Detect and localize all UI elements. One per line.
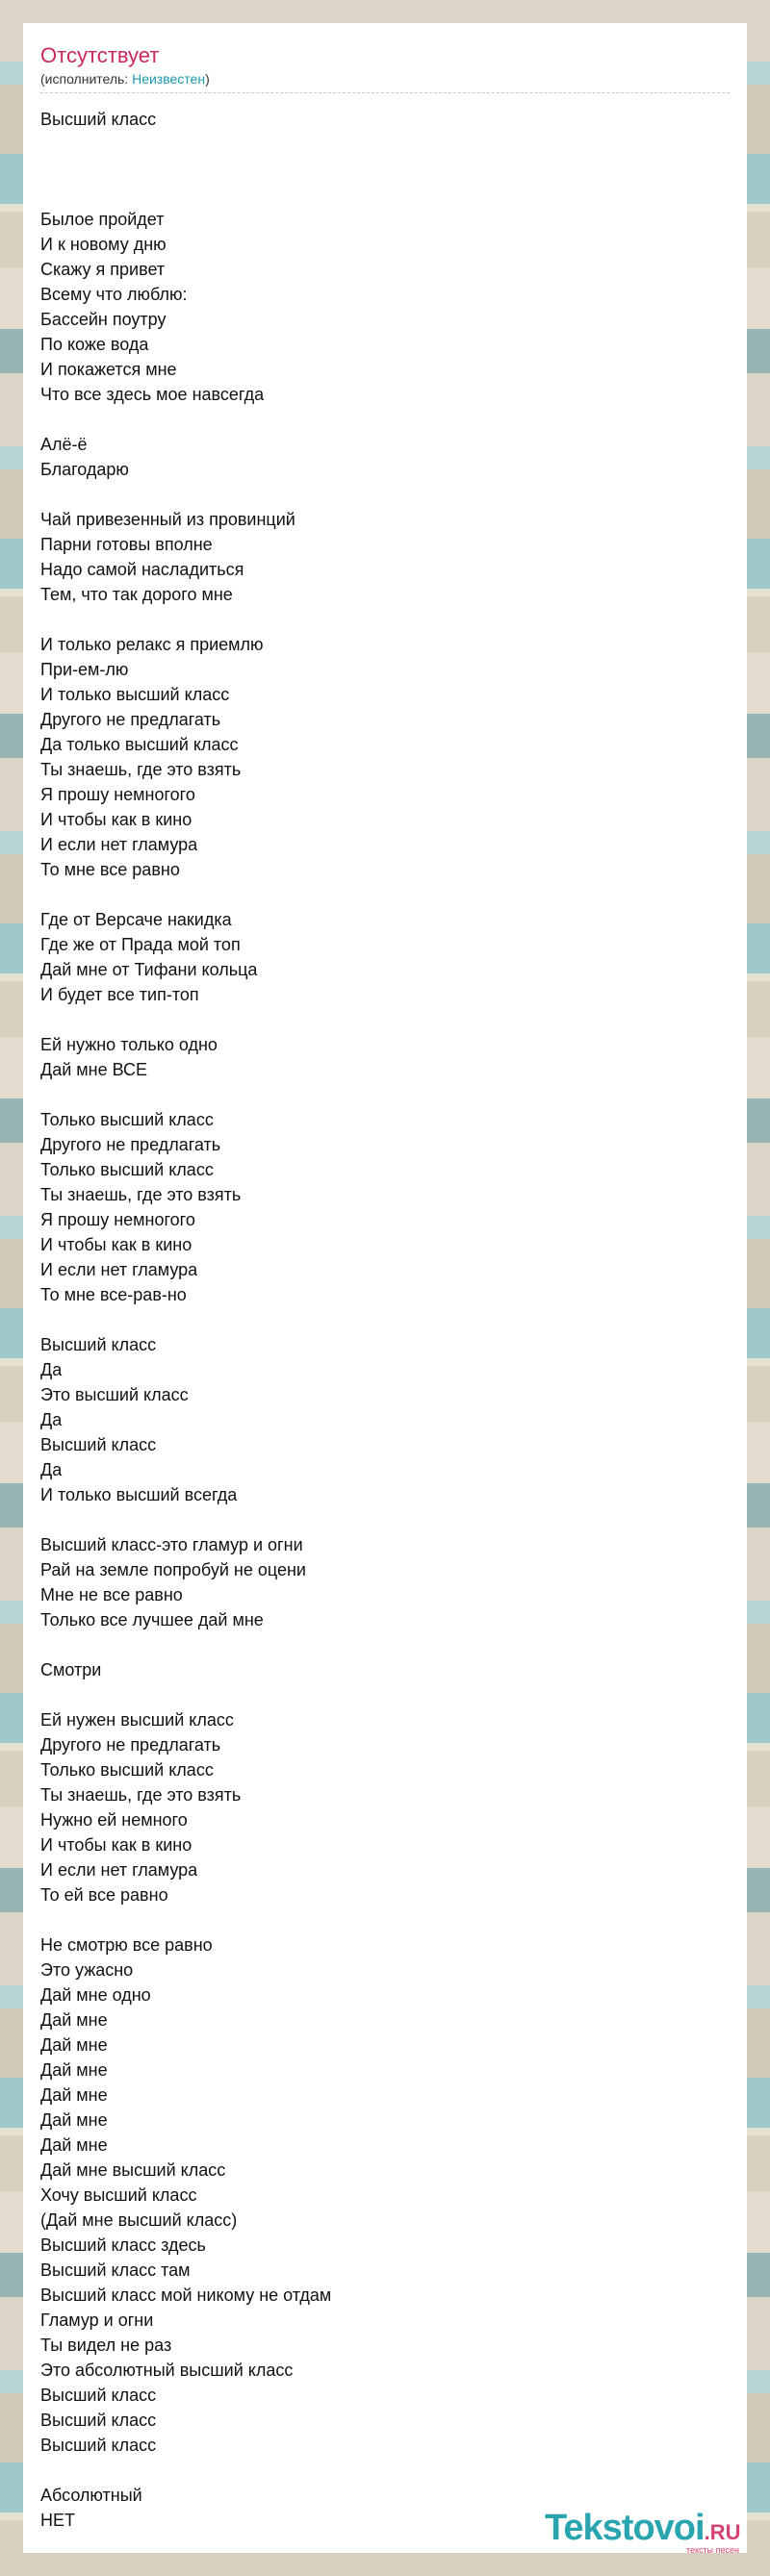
stanza-gap [40, 407, 730, 432]
lyric-line: Ты знаешь, где это взять [40, 760, 242, 779]
lyric-line: Да только высший класс [40, 735, 239, 754]
lyric-line: Только высший класс [40, 1110, 214, 1129]
lyric-line: Ты знаешь, где это взять [40, 1185, 242, 1204]
lyric-line: Дай мне [40, 2035, 108, 2055]
lyric-line: И если нет гламура [40, 1260, 198, 1279]
lyric-line: И только высший класс [40, 685, 230, 704]
lyric-line: Чай привезенный из провинций [40, 510, 295, 529]
lyrics-stanzas [40, 207, 730, 2533]
performer-prefix: (исполнитель: [40, 71, 133, 87]
stanza [40, 1532, 730, 1632]
lyric-line: Дай мне [40, 2110, 108, 2130]
stanza [40, 1932, 730, 2458]
performer-line [40, 69, 730, 93]
stanza-gap [40, 1082, 730, 1107]
lyric-line: Высший класс здесь [40, 2235, 206, 2255]
lyric-line: Гламур и огни [40, 2311, 154, 2330]
lyric-line: Что все здесь мое навсегда [40, 385, 265, 404]
lyric-line: Я прошу немногого [40, 1210, 195, 1229]
lyric-line: Парни готовы вполне [40, 535, 213, 554]
stanza [40, 1032, 730, 1082]
lyric-line: Высший класс [40, 2411, 157, 2430]
lyric-line: То мне все равно [40, 860, 180, 879]
stanza [40, 907, 730, 1007]
lyric-line: Нужно ей немного [40, 1810, 188, 1830]
lyric-line: Только высший класс [40, 1160, 214, 1179]
stanza-gap [40, 882, 730, 907]
stanza-gap [40, 1507, 730, 1532]
logo-domain-text: .RU [704, 2520, 741, 2544]
lyric-line: Высший класс мой никому не отдам [40, 2286, 332, 2305]
stanza-gap [40, 1307, 730, 1332]
lyric-line: Абсолютный [40, 2486, 142, 2505]
lyric-line: При-ем-лю [40, 660, 129, 679]
lyric-line: И будет все тип-топ [40, 985, 199, 1004]
lyric-line: Я прошу немногого [40, 785, 195, 804]
lyrics-spacer [40, 132, 730, 207]
lyric-line: И только релакс я приемлю [40, 635, 264, 654]
lyric-line: Рай на земле попробуй не оцени [40, 1560, 306, 1579]
lyric-line: Другого не предлагать [40, 1135, 221, 1154]
lyric-line: Где от Версаче накидка [40, 910, 232, 929]
lyric-line: НЕТ [40, 2511, 75, 2530]
lyric-line: Скажу я привет [40, 260, 166, 279]
lyric-line: Это абсолютный высший класс [40, 2361, 294, 2380]
stanza-gap [40, 1632, 730, 1657]
lyric-line: Другого не предлагать [40, 1735, 221, 1755]
lyric-line: По коже вода [40, 335, 149, 354]
lyric-line: Дай мне [40, 2085, 108, 2105]
lyric-line: Где же от Прада мой топ [40, 935, 241, 954]
lyric-line: Ей нужно только одно [40, 1035, 218, 1054]
stanza [40, 632, 730, 882]
logo-main-text: Tekstovoi [545, 2508, 705, 2548]
lyric-line: Ты знаешь, где это взять [40, 1785, 242, 1805]
stanza [40, 432, 730, 482]
stanza [40, 1707, 730, 1907]
lyric-line: И к новому дню [40, 235, 167, 254]
lyrics-text [40, 107, 730, 2533]
lyric-line: И если нет гламура [40, 1860, 198, 1880]
lyric-line: И чтобы как в кино [40, 1235, 192, 1254]
lyric-line: Бассейн поутру [40, 310, 167, 329]
lyric-line: Всему что люблю: [40, 285, 188, 304]
lyric-line: Дай мне [40, 2060, 108, 2080]
stanza [40, 207, 730, 407]
lyric-line: Высший класс [40, 2436, 157, 2455]
logo-tagline: тексты песен [685, 2545, 739, 2555]
lyric-line: То ей все равно [40, 1885, 168, 1905]
lyric-line: Алё-ё [40, 435, 88, 454]
lyric-line: Высший класс там [40, 2260, 191, 2280]
stanza-gap [40, 482, 730, 507]
lyric-line: Дай мне от Тифани кольца [40, 960, 258, 979]
lyric-line: И покажется мне [40, 360, 177, 379]
lyric-line: Тем, что так дорого мне [40, 585, 233, 604]
stanza-gap [40, 1907, 730, 1932]
lyric-line: Да [40, 1410, 63, 1429]
lyrics-card [23, 23, 747, 2553]
lyric-line: И чтобы как в кино [40, 1835, 192, 1855]
stanza [40, 1107, 730, 1307]
lyric-line: Это высший класс [40, 1385, 189, 1404]
lyric-line: Дай мне высший класс [40, 2160, 226, 2180]
lyric-line: И только высший всегда [40, 1485, 238, 1504]
performer-link[interactable]: Неизвестен [132, 71, 206, 87]
stanza [40, 507, 730, 607]
lyric-line: Высший класс-это гламур и огни [40, 1535, 303, 1554]
lyric-line: Да [40, 1360, 63, 1379]
stanza-gap [40, 1682, 730, 1707]
lyric-line: Да [40, 1460, 63, 1479]
performer-suffix: ) [205, 71, 210, 87]
lyric-line: Дай мне [40, 2135, 108, 2155]
lyric-line: Ей нужен высший класс [40, 1710, 234, 1730]
song-title: Отсутствует [40, 43, 160, 67]
lyric-line: Мне не все равно [40, 1585, 183, 1604]
lyric-line: И чтобы как в кино [40, 810, 192, 829]
lyric-line: Только все лучшее дай мне [40, 1610, 264, 1629]
lyric-line: Высший класс [40, 2386, 157, 2405]
stanza-gap [40, 607, 730, 632]
lyric-line: Дай мне ВСЕ [40, 1060, 147, 1079]
lyric-line: Дай мне одно [40, 1985, 151, 2005]
lyric-line: Благодарю [40, 460, 129, 479]
lyric-line: Не смотрю все равно [40, 1935, 213, 1955]
lyric-line: (Дай мне высший класс) [40, 2210, 238, 2230]
stanza [40, 1332, 730, 1507]
lyric-line: Хочу высший класс [40, 2185, 197, 2205]
lyric-line: Былое пройдет [40, 210, 165, 229]
lyric-line: Надо самой насладиться [40, 560, 244, 579]
stanza [40, 1657, 730, 1682]
lyric-line: Смотри [40, 1660, 102, 1679]
lyric-line: Это ужасно [40, 1960, 134, 1980]
lyrics-heading: Высший класс [40, 110, 157, 129]
lyric-line: Другого не предлагать [40, 710, 221, 729]
lyric-line: Дай мне [40, 2010, 108, 2030]
stanza-gap [40, 2458, 730, 2483]
lyric-line: Высший класс [40, 1335, 157, 1354]
stanza-gap [40, 1007, 730, 1032]
lyric-line: Ты видел не раз [40, 2336, 172, 2355]
site-logo[interactable] [545, 2509, 747, 2557]
lyric-line: Только высший класс [40, 1760, 214, 1780]
lyric-line: И если нет гламура [40, 835, 198, 854]
lyric-line: То мне все-рав-но [40, 1285, 187, 1304]
lyric-line: Высший класс [40, 1435, 157, 1454]
